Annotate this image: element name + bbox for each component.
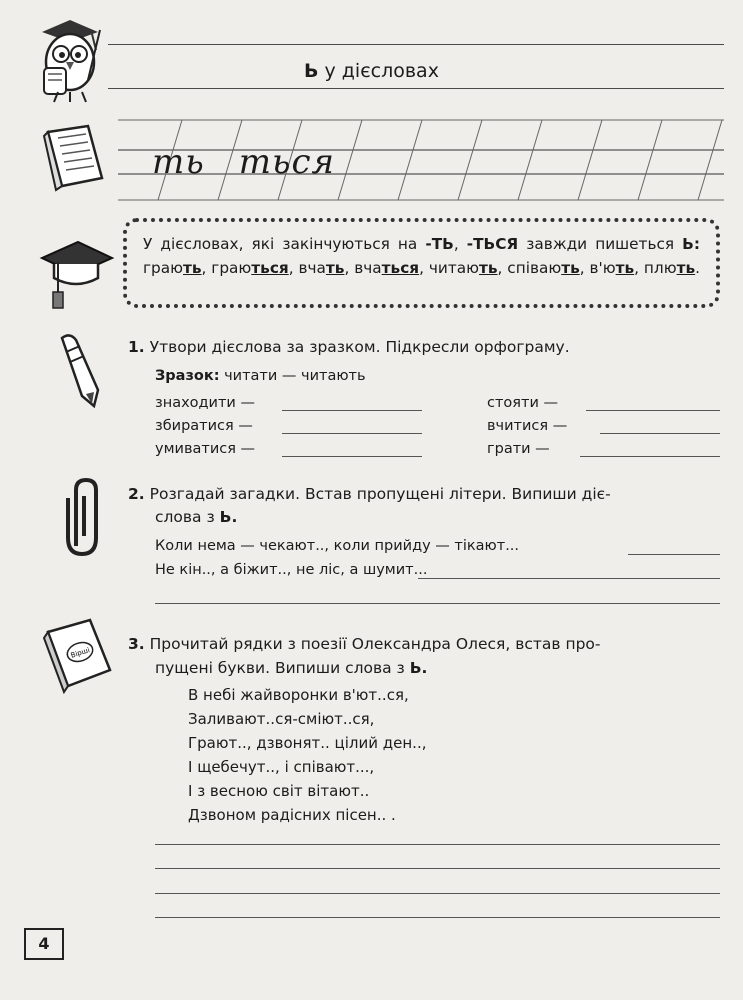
answer-line[interactable] bbox=[600, 433, 720, 434]
poem-line: Заливают..ся-сміют..ся, bbox=[188, 710, 375, 728]
owl-scholar-icon bbox=[30, 10, 112, 106]
answer-line[interactable] bbox=[155, 917, 720, 918]
open-notebook-icon bbox=[40, 122, 112, 194]
answer-line[interactable] bbox=[155, 893, 720, 894]
task1-item: стояти — bbox=[487, 395, 558, 411]
task1-sample: Зразок: читати — читають bbox=[155, 368, 366, 384]
rule-example: плють. bbox=[643, 259, 700, 277]
answer-line[interactable] bbox=[418, 578, 720, 579]
script-samples bbox=[152, 142, 369, 182]
poem-line: Грают.., дзвонят.. цілий ден.., bbox=[188, 734, 427, 752]
book-label: Вірші bbox=[69, 646, 91, 660]
riddle-2: Не кін.., а біжит.., не ліс, а шумит... bbox=[155, 562, 428, 578]
answer-line[interactable] bbox=[155, 603, 720, 604]
page-title: Ь у дієсловах bbox=[304, 60, 439, 82]
task2-instruction-cont: слова з Ь. bbox=[155, 508, 238, 526]
answer-line[interactable] bbox=[628, 554, 720, 555]
rule-example: вчаться, bbox=[354, 259, 424, 277]
graduation-cap-icon bbox=[38, 236, 114, 316]
answer-line[interactable] bbox=[282, 433, 422, 434]
answer-line[interactable] bbox=[282, 410, 422, 411]
task2-instruction: 2. Розгадай загадки. Встав пропущені літери. Випиши діє- bbox=[128, 485, 611, 503]
task1-item: вчитися — bbox=[487, 418, 568, 434]
task1-item: знаходити — bbox=[155, 395, 255, 411]
task3-instruction: 3. Прочитай рядки з поезії Олександра Олеся, встав про- bbox=[128, 635, 601, 653]
riddle-1: Коли нема — чекают.., коли прийду — тікают... bbox=[155, 538, 520, 554]
answer-line[interactable] bbox=[155, 868, 720, 869]
task3-instruction-cont: пущені букви. Випиши слова з Ь. bbox=[155, 659, 428, 677]
task1-item: умиватися — bbox=[155, 441, 256, 457]
answer-line[interactable] bbox=[580, 456, 720, 457]
answer-line[interactable] bbox=[155, 844, 720, 845]
answer-line[interactable] bbox=[586, 410, 720, 411]
script-sample-tsia: ться bbox=[238, 142, 336, 182]
rule-example: грають, bbox=[143, 259, 207, 277]
poem-line: І з весною світ вітают.. bbox=[188, 782, 370, 800]
rule-example: в'ють, bbox=[589, 259, 640, 277]
task1-item: збиратися — bbox=[155, 418, 253, 434]
pen-icon bbox=[52, 330, 108, 410]
poem-line: І щебечут.., і співают..., bbox=[188, 758, 375, 776]
rule-example: вчать, bbox=[298, 259, 350, 277]
task1-instruction: 1. Утвори дієслова за зразком. Підкресли орфограму. bbox=[128, 338, 570, 356]
page-number: 4 bbox=[24, 928, 64, 960]
script-sample-t: ть bbox=[152, 142, 205, 182]
poem-line: Дзвоном радісних пісен.. . bbox=[188, 806, 396, 824]
answer-line[interactable] bbox=[282, 456, 422, 457]
rule-example: граються, bbox=[211, 259, 294, 277]
paperclip-icon bbox=[62, 476, 106, 560]
poem-line: В небі жайворонки в'ют..ся, bbox=[188, 686, 409, 704]
poetry-book-icon bbox=[40, 614, 116, 694]
rule-example: читають, bbox=[428, 259, 503, 277]
rule-box: У дієсловах, які закінчуються на -ТЬ, -ТЬСЯ завжди пишеться Ь: грають, граються, вчать, вчаться, читають, співають, в'ють, плють. bbox=[123, 218, 720, 308]
rule-example: співають, bbox=[507, 259, 585, 277]
task1-item: грати — bbox=[487, 441, 550, 457]
